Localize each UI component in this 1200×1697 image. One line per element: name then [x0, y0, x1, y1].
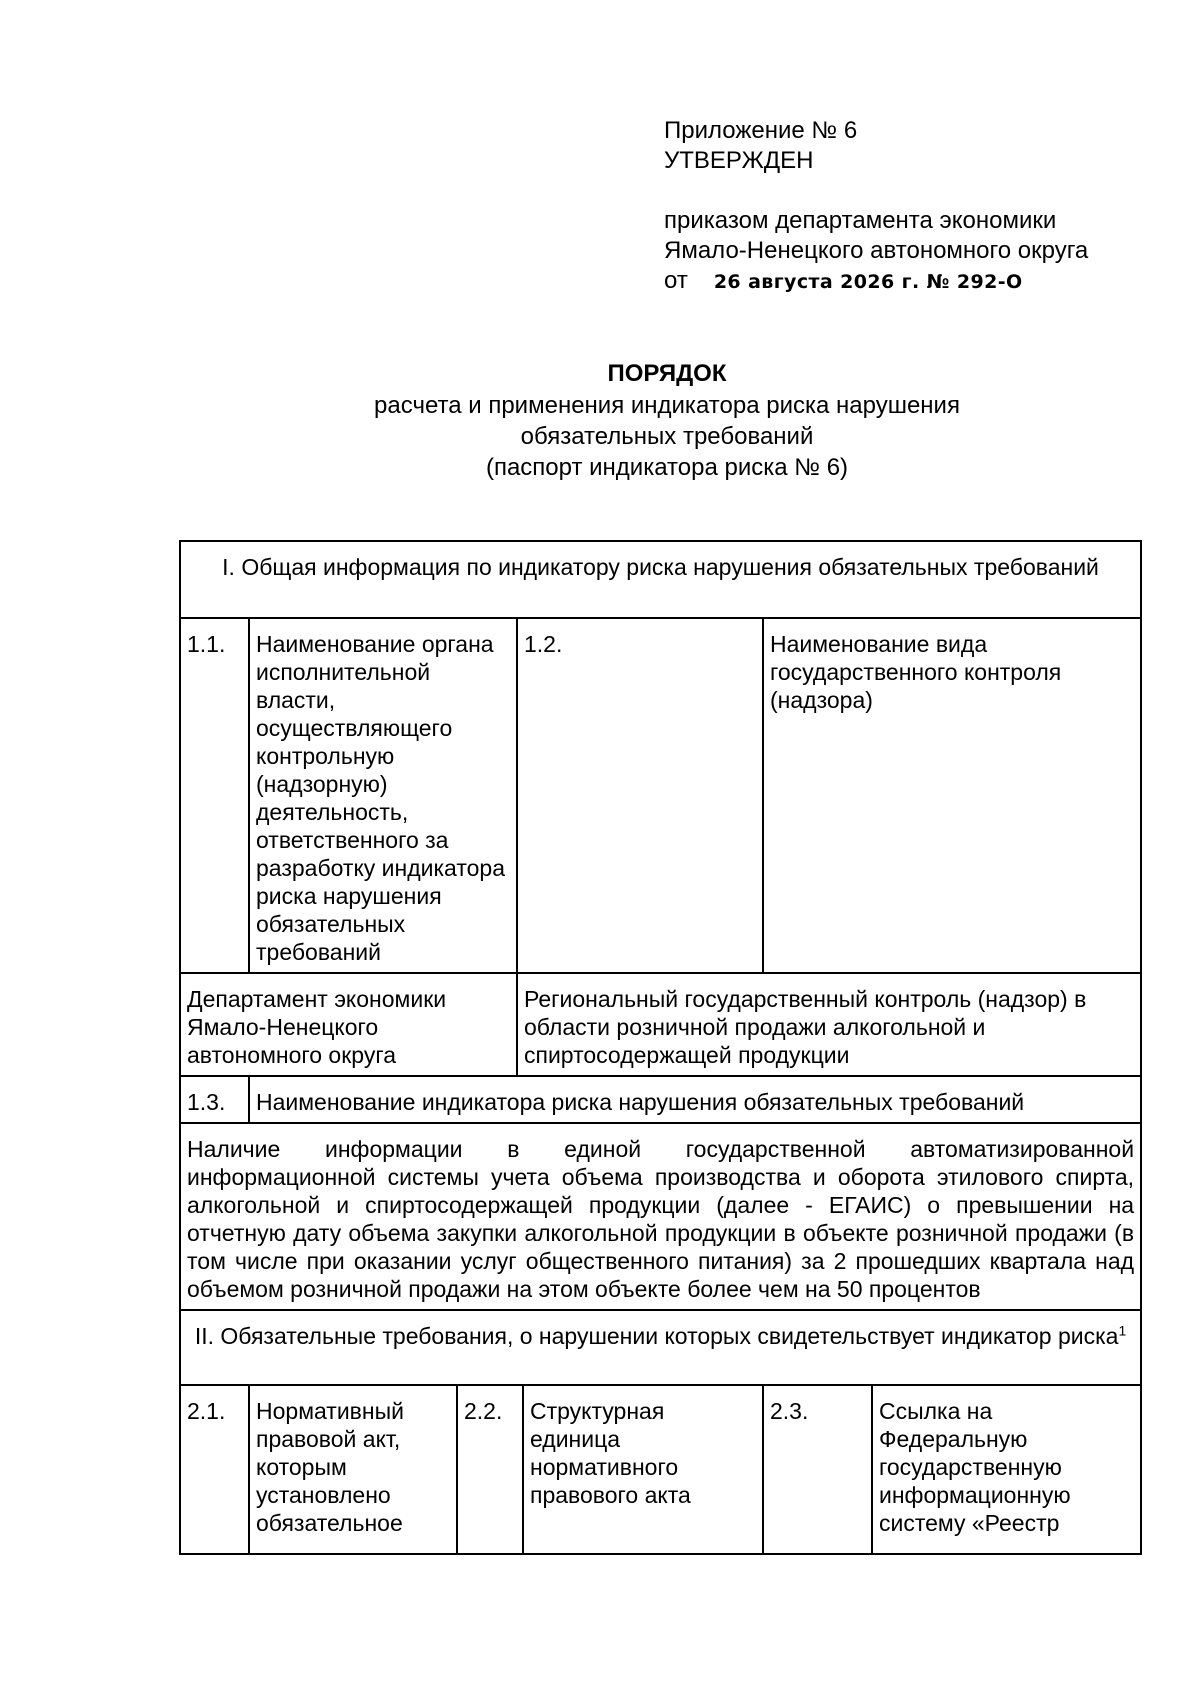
- cell-label-registry-link: Ссылка на Федеральную государственную информационную систему «Реестр: [872, 1385, 1141, 1554]
- section-2-header-row: [180, 1310, 1141, 1385]
- num-1-2: 1.2.: [524, 631, 563, 657]
- cell-num-1-1: 1.1.: [180, 618, 249, 973]
- title-line-3: (паспорт индикатора риска № 6): [485, 454, 849, 481]
- section-1-title: I. Общая информация по индикатору риска нарушения обязательных требований: [180, 541, 1141, 618]
- section-2-title-text: II. Обязательные требования, о нарушении которых свидетельствует индикатор риска: [194, 1323, 1119, 1349]
- cell-value-control-type: Региональный государственный контроль (надзор) в области розничной продажи алкогольной и спиртосодержащей продукции: [517, 973, 1141, 1076]
- row-1-labels: [180, 618, 1141, 973]
- title-main: ПОРЯДОК: [607, 360, 727, 387]
- from-label: от: [664, 267, 688, 294]
- cell-label-structural-unit: Структурная единица нормативного правового акта: [523, 1385, 763, 1554]
- approved-label: УТВЕРЖДЕН: [664, 147, 814, 174]
- order-date-row: [664, 266, 1088, 297]
- order-line-1: приказом департамента экономики: [664, 207, 1057, 234]
- order-date-number: 26 августа 2026 г. № 292-О: [713, 271, 1023, 293]
- section-1-header-row: [180, 541, 1141, 618]
- cell-label-legal-act: Нормативный правовой акт, которым установлено обязательное: [249, 1385, 457, 1554]
- cell-num-1-3: 1.3.: [180, 1076, 249, 1123]
- order-line-2: Ямало-Ненецкого автономного округа: [664, 237, 1089, 264]
- footnote-marker: 1: [1118, 1322, 1127, 1339]
- appendix-number: Приложение № 6: [664, 117, 858, 144]
- cell-num-1-2: [517, 618, 763, 973]
- cell-value-indicator-text: Наличие информации в единой государственной автоматизированной информационной системы учета объема производства и оборота этилового спирта, алкогольной и спиртосодержащей продукции (далее - ЕГАИС) о превышении на отчетную дату объема закупки алкогольной продукции в объекте розничной продажи (в том числе при оказании услуг общественного питания) за 2 прошедших квартала над объемом розничной продажи на этом объекте более чем на 50 процентов: [180, 1123, 1141, 1310]
- cell-num-2-3: 2.3.: [763, 1385, 872, 1554]
- cell-num-2-2: 2.2.: [457, 1385, 523, 1554]
- section-2-title: [180, 1310, 1141, 1385]
- cell-label-indicator-name: Наименование индикатора риска нарушения обязательных требований: [249, 1076, 1141, 1123]
- cell-label-executive-body: Наименование органа исполнительной власти, осуществляющего контрольную (надзорную) деятельность, ответственного за разработку индикатора риска нарушения обязательных требований: [249, 618, 517, 973]
- title-line-1: расчета и применения индикатора риска нарушения: [374, 392, 960, 419]
- appendix-header: [664, 116, 1088, 297]
- cell-value-department: Департамент экономики Ямало-Ненецкого автономного округа: [180, 973, 517, 1076]
- row-3-indicator-label: [180, 1076, 1141, 1123]
- risk-indicator-passport-table: [179, 540, 1142, 1555]
- row-5-requirements: [180, 1385, 1141, 1554]
- row-2-values: [180, 973, 1141, 1076]
- row-4-indicator-value: [180, 1123, 1141, 1310]
- title-line-2: обязательных требований: [520, 423, 814, 450]
- cell-label-control-type: Наименование вида государственного контроля (надзора): [763, 618, 1141, 973]
- cell-num-2-1: 2.1.: [180, 1385, 249, 1554]
- document-title: [200, 358, 1134, 483]
